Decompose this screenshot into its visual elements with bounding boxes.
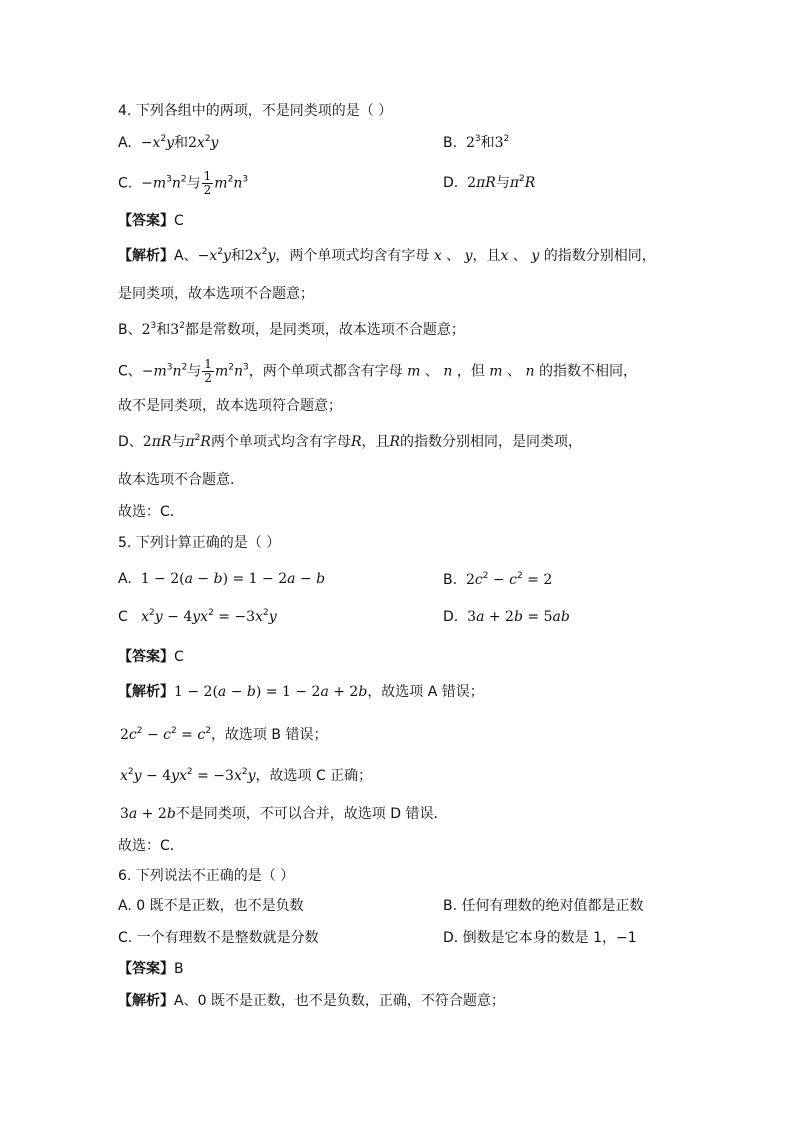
q6-option-d: D. 倒数是它本身的数是 1，−1 bbox=[443, 930, 637, 946]
q6-answer: 【答案】B bbox=[118, 961, 184, 977]
q4-analysis-d-line2: 故本选项不合题意. bbox=[118, 472, 235, 488]
q4-analysis-c-line2: 故不是同类项，故本选项符合题意； bbox=[118, 398, 342, 414]
q5-choose: 故选：C． bbox=[118, 838, 184, 854]
q4-analysis-b: B、$2^3$和$3^2$都是常数项，是同类项，故本选项不合题意； bbox=[118, 321, 465, 338]
q5-option-b: B. $2c^2 - c^2 = 2$ bbox=[443, 571, 553, 588]
q4-stem: 4. 下列各组中的两项，不是同类项的是（ ） bbox=[118, 103, 393, 119]
q5-analysis-1: 【解析】1 − 2(a − b) = 1 − 2a + 2b，故选项 A 错误； bbox=[118, 684, 484, 700]
q6-option-b: B. 任何有理数的绝对值都是正数 bbox=[443, 898, 644, 914]
q4-option-b: B. $2^3$和$3^2$ bbox=[443, 134, 510, 151]
q4-analysis-d: D、2πR与$\pi^2R$两个单项式均含有字母R，且R的指数分别相同，是同类项， bbox=[118, 433, 583, 450]
q5-analysis-3: $x^2y - 4yx^2 = -3x^2y$，故选项 C 正确； bbox=[120, 767, 373, 784]
q4-analysis-a: 【解析】A、$-x^2y$和$2x^2y$，两个单项式均含有字母 x 、 y，且x 、 y 的指数分别相同， bbox=[118, 247, 656, 264]
q5-answer: 【答案】C bbox=[118, 649, 184, 665]
q5-option-a: A. 1 − 2(a − b) = 1 − 2a − b bbox=[118, 571, 326, 587]
q6-option-c: C. 一个有理数不是整数就是分数 bbox=[118, 930, 319, 946]
q6-option-a: A. 0 既不是正数，也不是负数 bbox=[118, 898, 304, 914]
q4-option-c: C. $-m^3n^2$与 $\frac{1}{2}$ $m^2n^3$ bbox=[118, 169, 249, 197]
q5-stem: 5. 下列计算正确的是（ ） bbox=[118, 535, 281, 551]
q5-option-c: C $x^2y - 4yx^2 = -3x^2y$ bbox=[118, 608, 277, 625]
q5-option-d: D. 3a + 2b = 5ab bbox=[443, 609, 570, 625]
q4-choose: 故选：C． bbox=[118, 504, 184, 520]
q4-analysis-c: C、$-m^3n^2$与 $\frac{1}{2}$ $m^2n^3$，两个单项式都含有字母 m 、 n ，但 m 、 n 的指数不相同， bbox=[118, 357, 637, 385]
q4-answer: 【答案】C bbox=[118, 213, 184, 229]
q6-analysis-a: 【解析】A、0 既不是正数，也不是负数，正确，不符合题意； bbox=[118, 993, 505, 1009]
q4-option-d: D. 2πR与$\pi^2R$ bbox=[443, 174, 536, 191]
q4-analysis-a-line2: 是同类项，故本选项不合题意； bbox=[118, 286, 314, 302]
q5-analysis-2: $2c^2 - c^2 = c^2$，故选项 B 错误； bbox=[120, 726, 328, 743]
q6-stem: 6. 下列说法不正确的是（ ） bbox=[118, 868, 295, 884]
q4-option-a: A. $-x^2y$和$2x^2y$ bbox=[118, 134, 219, 151]
q5-analysis-4: 3a + 2b不是同类项，不可以合并，故选项 D 错误． bbox=[120, 806, 448, 822]
